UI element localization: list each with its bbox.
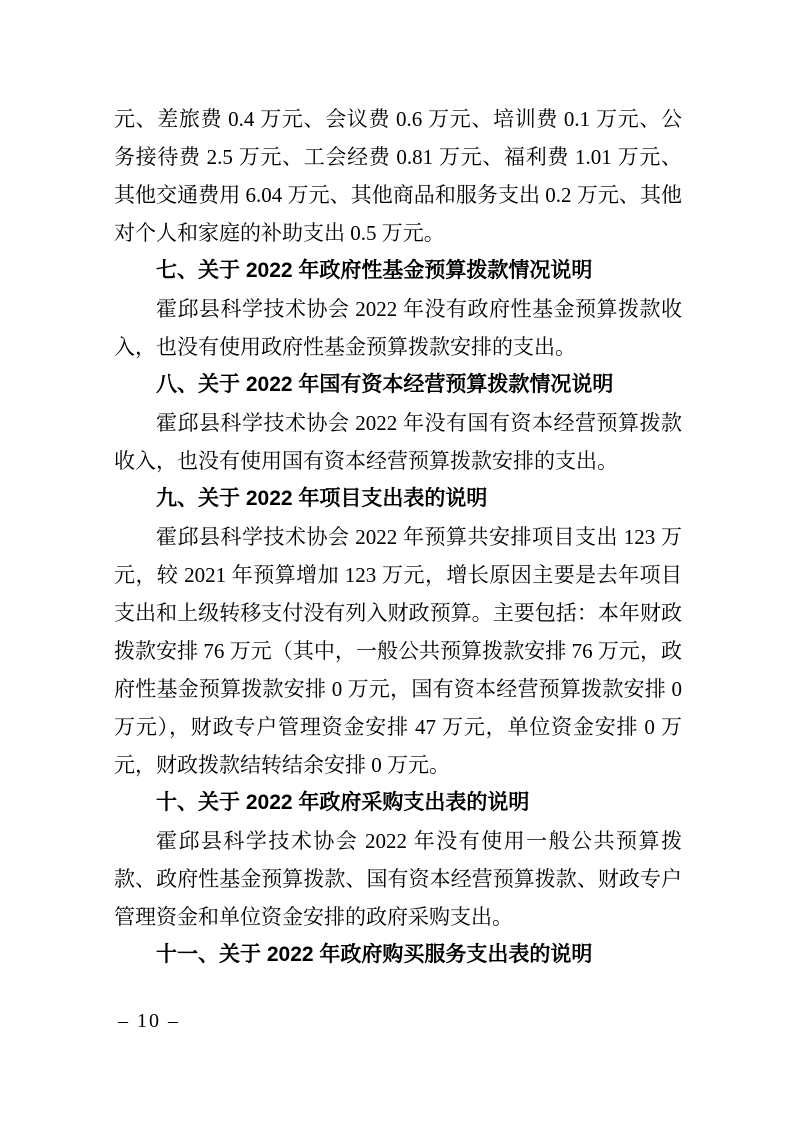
document-body: [114, 100, 682, 974]
section-heading-7-government-fund-budget: 七、关于 2022 年政府性基金预算拨款情况说明: [156, 259, 593, 282]
section-heading-10-government-procurement: 十、关于 2022 年政府采购支出表的说明: [156, 791, 530, 814]
section-heading-8-state-capital-budget: 八、关于 2022 年国有资本经营预算拨款情况说明: [156, 373, 614, 396]
body-paragraph-government-procurement: 霍邱县科学技术协会 2022 年没有使用一般公共预算拨款、政府性基金预算拨款、国有资本经营预算拨款、财政专户管理资金和单位资金安排的政府采购支出。: [114, 829, 682, 929]
body-paragraph-state-capital-budget: 霍邱县科学技术协会 2022 年没有国有资本经营预算拨款收入，也没有使用国有资本经营预算拨款安排的支出。: [114, 411, 682, 473]
body-paragraph-government-fund-budget: 霍邱县科学技术协会 2022 年没有政府性基金预算拨款收入，也没有使用政府性基金预算拨款安排的支出。: [114, 297, 682, 359]
section-heading-9-project-expenditure: 九、关于 2022 年项目支出表的说明: [156, 487, 488, 510]
section-heading-11-government-purchased-services: 十一、关于 2022 年政府购买服务支出表的说明: [156, 943, 593, 966]
page-number: – 10 –: [118, 1010, 180, 1032]
body-paragraph-project-expenditure: 霍邱县科学技术协会 2022 年预算共安排项目支出 123 万元，较 2021 年预算增加 123 万元，增长原因主要是去年项目支出和上级转移支付没有列入财政预算。主要包括：本年财政拨款安排 76 万元（其中，一般公共预算拨款安排 76 万元，政府性基金预算拨款安排 0 万元，国有资本经营预算拨款安排 0 万元），财政专户管理资金安排 47 万元，单位资金安排 0 万元，财政拨款结转结余安排 0 万元。: [114, 525, 682, 777]
body-paragraph-expenses-continuation: 元、差旅费 0.4 万元、会议费 0.6 万元、培训费 0.1 万元、公务接待费 2.5 万元、工会经费 0.81 万元、福利费 1.01 万元、其他交通费用 6.04 万元、其他商品和服务支出 0.2 万元、其他对个人和家庭的补助支出 0.5 万元。: [114, 107, 682, 245]
